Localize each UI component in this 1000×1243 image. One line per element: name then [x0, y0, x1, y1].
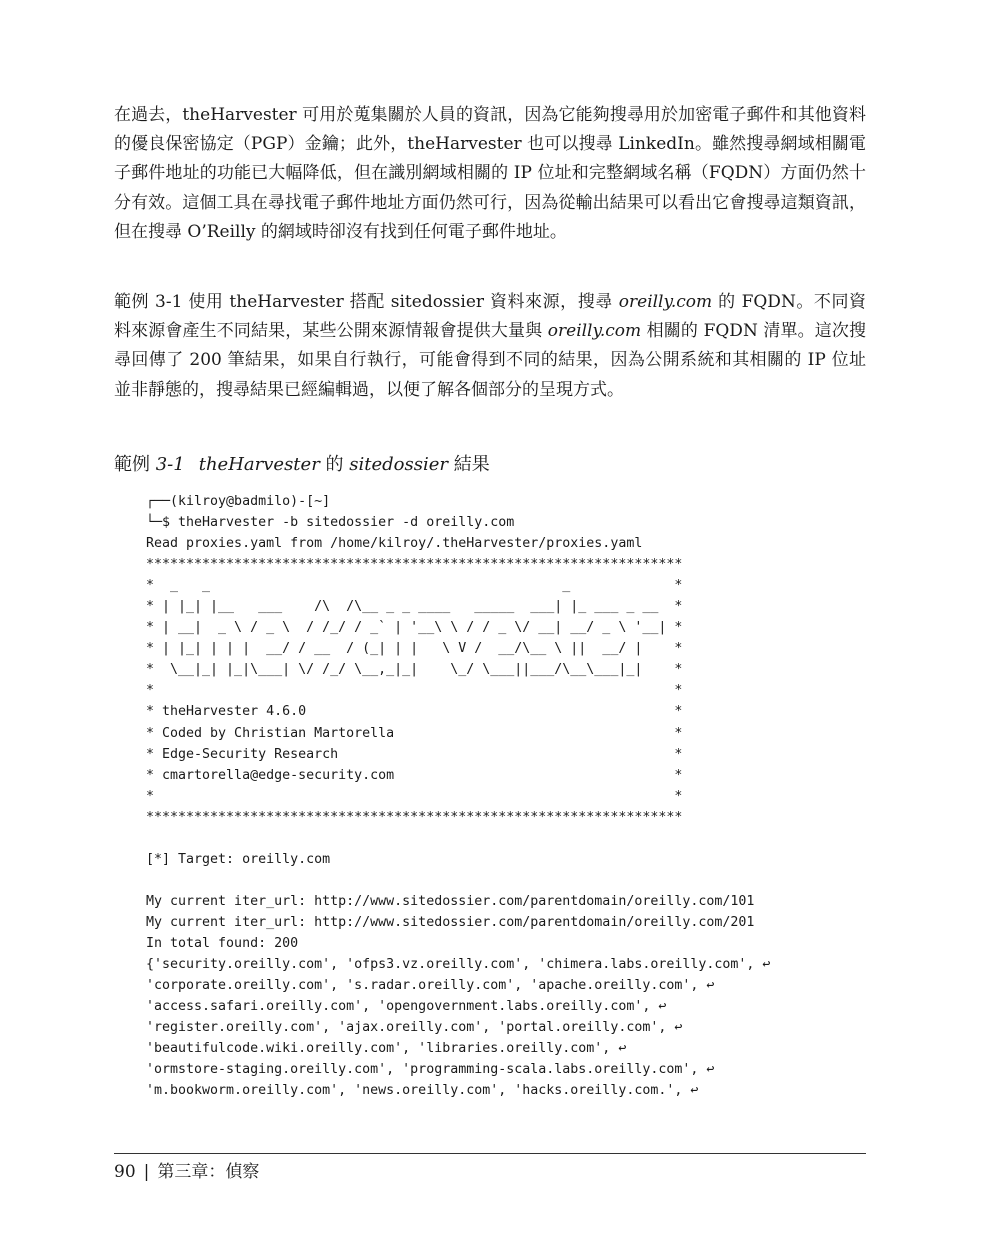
- page-number: 90: [114, 1162, 136, 1182]
- code-line: 'access.safari.oreilly.com', 'opengovernment.labs.oreilly.com', ↩: [146, 999, 667, 1015]
- paragraph-2-text-a: 範例 3-1 使用 theHarvester 搭配 sitedossier 資料來源，搜尋: [114, 292, 619, 312]
- example-title-of: 的: [319, 454, 350, 475]
- paragraph-2-text-c: 相關的 FQDN 清單。這次搜尋回傳了 200 筆結果，如果自行執行，可能會得到不同的結果，因為公開系統和其相關的 IP 位址並非靜態的，搜尋結果已經編輯過，以便了解各個部分的呈現方式。: [114, 321, 866, 400]
- code-line: * | |_| | | | __/ / __ / (_| | | \ V / __/\__ \ || __/ | *: [146, 641, 683, 657]
- code-line: 'ormstore-staging.oreilly.com', 'programming-scala.labs.oreilly.com', ↩: [146, 1062, 715, 1078]
- code-line: * | |_| |__ ___ /\ /\__ _ _ ____ _____ ___| |_ ___ _ __ *: [146, 599, 683, 615]
- code-line: [*] Target: oreilly.com: [146, 851, 331, 867]
- code-line: My current iter_url: http://www.sitedossier.com/parentdomain/oreilly.com/201: [146, 914, 755, 930]
- paragraph-2: [114, 288, 866, 405]
- code-line: In total found: 200: [146, 935, 299, 951]
- code-line: * | __| _ \ / _ \ / /_/ / _` | '__\ \ / / _ \/ __| __/ _ \ '__| *: [146, 620, 683, 636]
- domain-emphasis-1: oreilly.com: [618, 292, 713, 312]
- code-line: * Edge-Security Research *: [146, 746, 683, 762]
- code-line: 'register.oreilly.com', 'ajax.oreilly.com', 'portal.oreilly.com', ↩: [146, 1020, 683, 1036]
- code-line: 'beautifulcode.wiki.oreilly.com', 'libraries.oreilly.com', ↩: [146, 1041, 627, 1057]
- example-title-source: sitedossier: [349, 454, 448, 475]
- code-line: * cmartorella@edge-security.com *: [146, 767, 683, 783]
- example-prefix: 範例: [114, 454, 150, 475]
- example-title-suffix: 結果: [447, 454, 490, 475]
- code-line: My current iter_url: http://www.sitedossier.com/parentdomain/oreilly.com/101: [146, 893, 755, 909]
- code-line: * theHarvester 4.6.0 *: [146, 704, 683, 720]
- paragraph-2-text-b: 的 FQDN。不同資料來源會產生不同結果，某些公開來源情報會提供大量與: [114, 292, 867, 342]
- example-caption: [114, 450, 490, 480]
- code-line: └─$ theHarvester -b sitedossier -d oreilly.com: [146, 515, 515, 531]
- paragraph-1: 在過去，theHarvester 可用於蒐集關於人員的資訊，因為它能夠搜尋用於加密電子郵件和其他資料的優良保密協定（PGP）金鑰；此外，theHarvester 也可以搜尋 LinkedIn。雖然搜尋網域相關電子郵件地址的功能已大幅降低，但在識別網域相關的 IP 位址和完整網域名稱（FQDN）方面仍然十分有效。這個工具在尋找電子郵件地址方面仍然可行，因為從輸出結果可以看出它會搜尋這類資訊，但在搜尋 O’Reilly 的網域時卻沒有找到任何電子郵件地址。: [114, 105, 866, 242]
- page-footer: [114, 1158, 259, 1186]
- example-number: 3-1: [155, 454, 185, 475]
- code-line: {'security.oreilly.com', 'ofps3.vz.oreilly.com', 'chimera.labs.oreilly.com', ↩: [146, 957, 771, 973]
- code-line: * *: [146, 788, 683, 804]
- example-title-tool: theHarvester: [198, 454, 320, 475]
- code-line: *******************************************************************: [146, 557, 683, 573]
- code-line: 'm.bookworm.oreilly.com', 'news.oreilly.com', 'hacks.oreilly.com.', ↩: [146, 1083, 699, 1099]
- code-line: ┌──(kilroy@badmilo)-[~]: [146, 494, 331, 509]
- code-listing: [146, 491, 770, 1101]
- code-line: * _ _ _ *: [146, 578, 683, 594]
- footer-separator: |: [143, 1162, 150, 1182]
- code-line: * \__|_| |_|\___| \/ /_/ \__,_|_| \_/ \___||___/\__\___|_| *: [146, 662, 683, 678]
- footer-divider: [114, 1153, 866, 1154]
- code-line: *******************************************************************: [146, 809, 683, 825]
- code-line: Read proxies.yaml from /home/kilroy/.theHarvester/proxies.yaml: [146, 536, 643, 552]
- domain-emphasis-2: oreilly.com: [547, 321, 642, 342]
- code-line: * *: [146, 683, 683, 699]
- chapter-title: 第三章：偵察: [157, 1162, 260, 1182]
- code-line: 'corporate.oreilly.com', 's.radar.oreilly.com', 'apache.oreilly.com', ↩: [146, 978, 715, 994]
- code-line: * Coded by Christian Martorella *: [146, 725, 683, 741]
